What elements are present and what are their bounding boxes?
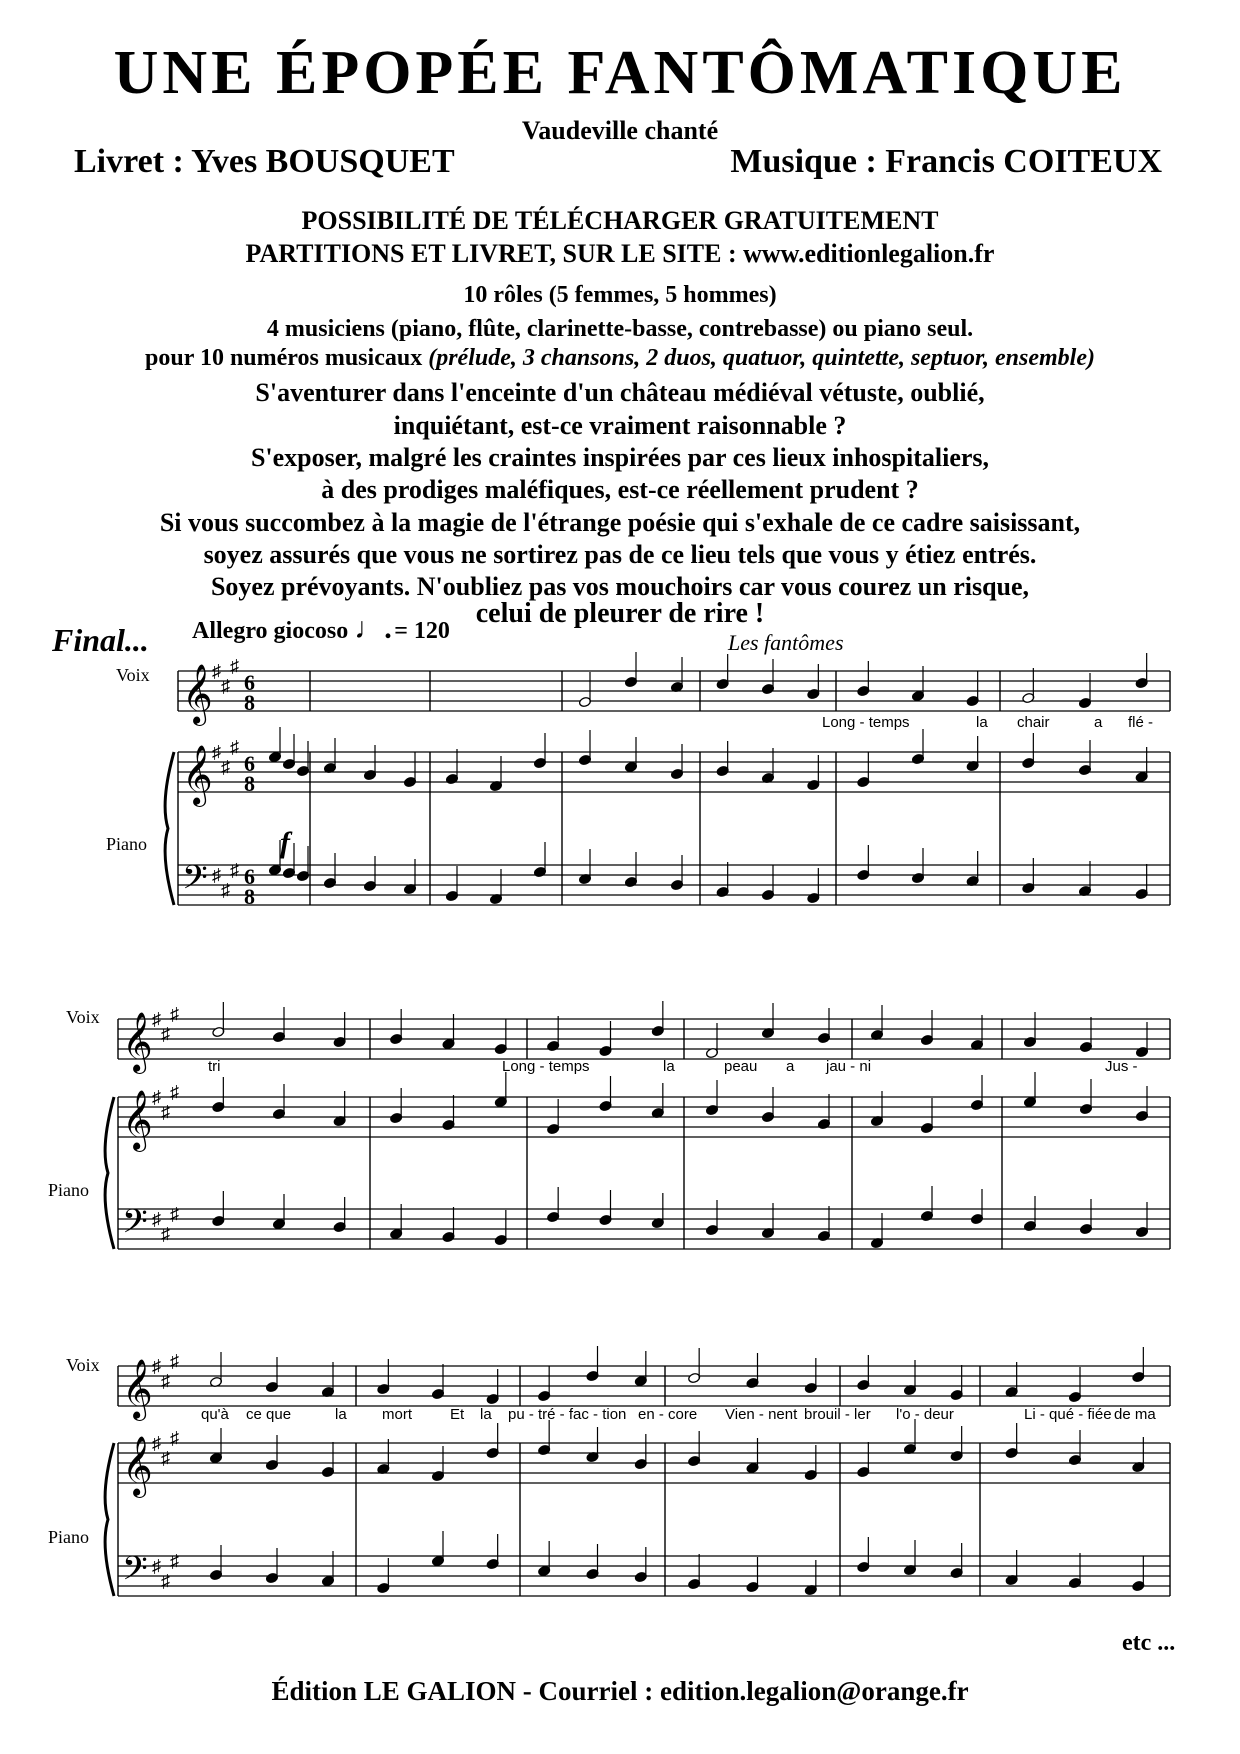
key-signature-sharp: ♯ — [152, 1087, 161, 1107]
system-2-piano-left-note — [212, 1215, 225, 1226]
time-signature-bottom: 8 — [244, 690, 255, 715]
system-1-voice-note — [857, 685, 870, 696]
lyric-s2-0: tri — [208, 1058, 221, 1075]
blurb-line-8: celui de pleurer de rire ! — [475, 598, 765, 629]
key-signature-sharp: ♯ — [230, 860, 239, 880]
system-1-piano-right-note — [282, 758, 295, 769]
lyric-s3-0: qu'à — [201, 1406, 229, 1423]
lyric-s3-4: Et — [450, 1406, 465, 1423]
system-3-piano-left-note — [1132, 1580, 1145, 1591]
key-signature-sharp: ♯ — [221, 757, 230, 777]
lyric-s2-1: Long - temps — [502, 1058, 590, 1075]
system-1-piano-right-note — [296, 765, 309, 776]
system-2-piano-right-note — [442, 1119, 455, 1130]
system-2-piano-left-note — [547, 1211, 560, 1222]
system-3-voice-note — [1005, 1386, 1018, 1397]
system-2-piano-right-note — [920, 1122, 933, 1133]
composer-credit: Musique : Francis COITEUX — [730, 143, 1162, 180]
system-3-piano-right-note — [634, 1458, 647, 1469]
key-signature-sharp: ♯ — [152, 1433, 161, 1453]
system-2-piano-right-note — [272, 1108, 285, 1119]
system-1-piano-left-note — [489, 893, 502, 904]
system-3-voice-note — [857, 1379, 870, 1390]
system-3-voice-note — [688, 1372, 701, 1383]
system-3-voice-note — [377, 1383, 390, 1394]
blurb-line-5: Si vous succombez à la magie de l'étrange poésie qui s'exhale de ce cadre saisissant, — [159, 508, 1081, 537]
key-signature-sharp: ♯ — [212, 742, 221, 762]
system-2-piano-right-note — [817, 1118, 830, 1129]
system-3-piano-right-note — [586, 1451, 599, 1462]
lyric-s1-0: Long - temps — [822, 714, 910, 731]
numbers-line — [0, 342, 1240, 374]
blurb-line-7: Soyez prévoyants. N'oubliez pas vos mouchoirs car vous courez un risque, — [210, 572, 1030, 601]
system-3-piano-left-note — [486, 1558, 499, 1569]
system-2-piano-right-note — [761, 1111, 774, 1122]
system-2-piano-left-note — [1135, 1226, 1148, 1237]
system-2-piano-left-note — [761, 1227, 774, 1238]
system-3-piano-right-note — [209, 1452, 222, 1463]
system-2-piano-right-note — [1135, 1110, 1148, 1121]
system-3-voice-note — [950, 1389, 963, 1400]
key-signature-sharp: ♯ — [170, 1551, 179, 1571]
system-3-voice-note — [538, 1390, 551, 1401]
tempo-marking — [192, 612, 450, 646]
system-1-piano-left-note — [403, 883, 416, 894]
system-1-piano-left-note — [624, 876, 637, 887]
system-2-piano-right-note — [494, 1096, 507, 1107]
system-2-voice-note — [333, 1036, 346, 1047]
system-2-piano-left-note — [705, 1224, 718, 1235]
system-1-voice-note — [578, 696, 591, 707]
lyric-s1-3: a — [1094, 714, 1103, 731]
system-2-piano-right-note — [212, 1101, 225, 1112]
system-2-voice-note — [761, 1027, 774, 1038]
system-3-voice-note — [265, 1381, 278, 1392]
dotted-quarter-note-icon: ♩. — [354, 612, 392, 645]
system-3-piano-left-note — [1005, 1574, 1018, 1585]
system-2-treble-clef-icon: 𝄞 — [122, 1014, 153, 1071]
lyric-s1-1: la — [976, 714, 988, 731]
system-3-treble-clef-icon: 𝄞 — [122, 1361, 153, 1418]
system-3-piano-right-note — [950, 1450, 963, 1461]
system-1-piano-right-note — [670, 768, 683, 779]
lyric-s3-6: pu - tré - fac - tion — [508, 1406, 627, 1423]
system-3-voice-note — [1068, 1391, 1081, 1402]
system-1-piano-left-note — [296, 870, 309, 881]
system-3-treble-clef-icon: 𝄞 — [122, 1438, 153, 1495]
system-2-piano-right-note — [970, 1099, 983, 1110]
system-1-piano-right-note — [807, 779, 820, 790]
system-3-voice-note — [804, 1382, 817, 1393]
key-signature-sharp: ♯ — [161, 1102, 170, 1122]
voice-label-3: Voix — [66, 1355, 100, 1375]
system-1-voice-note — [966, 695, 979, 706]
system-2-piano-right-note — [870, 1115, 883, 1126]
system-2-voice-note — [1023, 1036, 1036, 1047]
key-signature-sharp: ♯ — [161, 1448, 170, 1468]
system-1-piano-right-note — [624, 761, 637, 772]
system-1-piano-left-note — [1078, 885, 1091, 896]
system-1-piano-left-note — [716, 886, 729, 897]
system-1-voice-note — [716, 678, 729, 689]
system-3-piano-right-note — [746, 1462, 759, 1473]
system-1-piano-left-note — [857, 869, 870, 880]
system-1-piano-right-note — [1078, 764, 1091, 775]
system-2-piano-right-note — [390, 1112, 403, 1123]
system-2-piano-left-note — [442, 1231, 455, 1242]
key-signature-sharp: ♯ — [161, 1024, 170, 1044]
lyric-s1-4: flé - — [1128, 714, 1154, 731]
system-3-piano-left-note — [209, 1569, 222, 1580]
system-2-piano-brace — [105, 1097, 114, 1249]
system-2-piano-left-note — [970, 1213, 983, 1224]
system-1-piano-left-note — [670, 879, 683, 890]
lyric-s3-12: de ma — [1114, 1406, 1156, 1423]
system-2-bass-clef-icon: 𝄢 — [122, 1203, 148, 1248]
download-line-2: PARTITIONS ET LIVRET, SUR LE SITE : www.editionlegalion.fr — [245, 239, 995, 268]
system-2-piano-right-note — [1023, 1096, 1036, 1107]
lyric-s2-4: a — [786, 1058, 795, 1075]
system-1-piano-left-note — [282, 867, 295, 878]
system-2-piano-right-note — [547, 1123, 560, 1134]
system-3-voice-note — [431, 1388, 444, 1399]
system-2-piano-right-note — [333, 1115, 346, 1126]
system-3-voice-note — [486, 1393, 499, 1404]
publisher-footer: Édition LE GALION - Courriel : edition.legalion@orange.fr — [271, 1676, 969, 1706]
system-3-voice-note — [903, 1384, 916, 1395]
system-3-bass-clef-icon: 𝄢 — [122, 1550, 148, 1595]
lyric-s3-11: Li - qué - fiée — [1024, 1406, 1112, 1423]
system-3-piano-left-note — [857, 1561, 870, 1572]
system-2-voice-note — [272, 1031, 285, 1042]
system-3-voice-note — [209, 1376, 222, 1387]
blurb-line-3: S'exposer, malgré les craintes inspirées par ces lieux inhospitaliers, — [250, 443, 990, 472]
system-3-piano-left-note — [431, 1555, 444, 1566]
system-3-voice-note — [634, 1375, 647, 1386]
system-1-piano-right-note — [323, 762, 336, 773]
system-1-piano-right-note — [716, 765, 729, 776]
system-3-piano-left-note — [1068, 1577, 1081, 1588]
system-2-voice-note — [390, 1033, 403, 1044]
system-1-piano-left-note — [966, 875, 979, 886]
system-3-piano-right-note — [804, 1469, 817, 1480]
system-3-piano-right-note — [1068, 1454, 1081, 1465]
system-2-piano-left-note — [1079, 1223, 1092, 1234]
system-2-piano-right-note — [1079, 1103, 1092, 1114]
system-2-voice-note — [442, 1038, 455, 1049]
system-2-voice-note — [1079, 1041, 1092, 1052]
system-2-piano-left-note — [333, 1221, 346, 1232]
tempo-value: = 120 — [394, 618, 450, 644]
key-signature-sharp: ♯ — [230, 656, 239, 676]
key-signature-sharp: ♯ — [170, 1204, 179, 1224]
time-signature-top: 6 — [244, 670, 255, 695]
blurb-line-1: S'aventurer dans l'enceinte d'un château médiéval vétuste, oublié, — [255, 378, 985, 407]
system-2-voice-note — [817, 1032, 830, 1043]
roles-line: 10 rôles (5 femmes, 5 hommes) — [463, 282, 777, 308]
system-1-piano-left-note — [911, 872, 924, 883]
system-1-piano-left-note — [578, 873, 591, 884]
system-3-piano-left-note — [746, 1581, 759, 1592]
page-title: UNE ÉPOPÉE FANTÔMATIQUE — [113, 39, 1127, 107]
system-2-piano-left-note — [494, 1234, 507, 1245]
blurb-line-4: à des prodiges maléfiques, est-ce réellement prudent ? — [321, 475, 919, 504]
key-signature-sharp: ♯ — [152, 1556, 161, 1576]
system-1-piano-left-note — [268, 864, 281, 875]
system-1-piano-right-note — [445, 773, 458, 784]
system-2-piano-right-note — [599, 1100, 612, 1111]
system-1-piano-right-note — [489, 780, 502, 791]
system-2-piano-left-note — [817, 1230, 830, 1241]
system-1-piano-right-note — [761, 772, 774, 783]
system-3-piano-right-note — [688, 1455, 701, 1466]
time-signature-top: 6 — [244, 751, 255, 776]
system-2-piano-right-note — [705, 1104, 718, 1115]
system-1-voice-note — [1078, 697, 1091, 708]
lyric-s3-1: ce que — [246, 1406, 292, 1423]
key-signature-sharp: ♯ — [170, 1082, 179, 1102]
system-3-piano-left-note — [950, 1567, 963, 1578]
key-signature-sharp: ♯ — [152, 1356, 161, 1376]
system-2-voice-note — [212, 1026, 225, 1037]
system-3-voice-note — [1132, 1371, 1145, 1382]
system-2-piano-left-note — [651, 1217, 664, 1228]
system-2-voice-note — [705, 1047, 718, 1058]
system-3-piano-right-note — [377, 1463, 390, 1474]
system-1-treble-clef-icon: 𝄞 — [182, 666, 213, 723]
librettist-credit: Livret : Yves BOUSQUET — [74, 143, 455, 180]
system-2-voice-note — [494, 1043, 507, 1054]
lyric-s3-9: brouil - ler — [804, 1406, 871, 1423]
numbers-detail: (prélude, 3 chansons, 2 duos, quatuor, quintette, septuor, ensemble) — [428, 345, 1095, 371]
system-3-piano-left-note — [265, 1572, 278, 1583]
system-3-piano-left-note — [377, 1582, 390, 1593]
system-1-piano-left-note — [533, 866, 546, 877]
time-signature-bottom: 8 — [244, 771, 255, 796]
continuation-mark: etc ... — [1122, 1630, 1176, 1656]
system-3-piano-right-note — [265, 1459, 278, 1470]
blurb-line-2: inquiétant, est-ce vraiment raisonnable ? — [393, 411, 847, 440]
system-3-piano-left-note — [634, 1571, 647, 1582]
system-2-piano-right-note — [651, 1107, 664, 1118]
blurb-line-6: soyez assurés que vous ne sortirez pas de ce lieu tels que vous y étiez entrés. — [203, 540, 1037, 569]
numbers-prefix: pour 10 numéros musicaux — [145, 345, 423, 371]
system-3-voice-note — [321, 1386, 334, 1397]
system-3-piano-left-note — [688, 1578, 701, 1589]
system-2-voice-note — [599, 1045, 612, 1056]
system-3-piano-right-note — [538, 1444, 551, 1455]
system-2-voice-note — [920, 1034, 933, 1045]
system-1-piano-right-note — [363, 769, 376, 780]
system-1-piano-left-note — [445, 890, 458, 901]
system-3-piano-right-note — [486, 1447, 499, 1458]
lyric-s3-8: Vien - nent — [725, 1406, 798, 1423]
lyric-s2-5: jau - ni — [826, 1058, 872, 1075]
section-label: Final... — [52, 622, 149, 658]
key-signature-sharp: ♯ — [152, 1009, 161, 1029]
key-signature-sharp: ♯ — [161, 1571, 170, 1591]
system-2-piano-left-note — [1023, 1220, 1036, 1231]
piano-label-2: Piano — [48, 1180, 90, 1200]
subtitle: Vaudeville chanté — [521, 116, 719, 145]
system-3-voice-note — [586, 1370, 599, 1381]
system-1-voice-note — [1135, 677, 1148, 688]
system-1-voice-note — [911, 690, 924, 701]
system-1-piano-right-note — [268, 751, 281, 762]
system-3-piano-right-note — [321, 1466, 334, 1477]
system-1-voice-note — [807, 688, 820, 699]
system-1-piano-right-note — [533, 757, 546, 768]
voice-label-1: Voix — [116, 665, 150, 685]
system-3-piano-right-note — [903, 1443, 916, 1454]
system-1-piano-left-note — [1022, 882, 1035, 893]
system-2-piano-left-note — [599, 1214, 612, 1225]
lyric-s3-2: la — [335, 1406, 347, 1423]
system-1-piano-right-note — [578, 754, 591, 765]
system-1-bass-clef-icon: 𝄢 — [182, 859, 208, 904]
key-signature-sharp: ♯ — [170, 1428, 179, 1448]
download-line-1: POSSIBILITÉ DE TÉLÉCHARGER GRATUITEMENT — [301, 206, 939, 235]
key-signature-sharp: ♯ — [212, 865, 221, 885]
system-1-piano-left-note — [323, 877, 336, 888]
system-1-piano-left-note — [363, 880, 376, 891]
voice-label-2: Voix — [66, 1007, 100, 1027]
system-2-piano-left-note — [390, 1228, 403, 1239]
key-signature-sharp: ♯ — [161, 1224, 170, 1244]
lyric-s3-7: en - core — [638, 1406, 698, 1423]
lyric-s3-10: l'o - deur — [896, 1406, 954, 1423]
system-1-piano-right-note — [857, 776, 870, 787]
system-3-piano-left-note — [903, 1564, 916, 1575]
lyric-s1-2: chair — [1017, 714, 1050, 731]
system-1-piano-brace — [165, 752, 174, 905]
system-1-piano-left-note — [1135, 888, 1148, 899]
system-3-piano-right-note — [1005, 1447, 1018, 1458]
key-signature-sharp: ♯ — [221, 880, 230, 900]
system-1-piano-right-note — [1022, 757, 1035, 768]
system-1-piano-left-note — [761, 889, 774, 900]
system-1-piano-left-note — [807, 892, 820, 903]
lyric-s3-3: mort — [382, 1406, 412, 1423]
key-signature-sharp: ♯ — [170, 1351, 179, 1371]
system-1-piano-right-note — [403, 776, 416, 787]
system-1-treble-clef-icon: 𝄞 — [182, 747, 213, 804]
system-1-voice-note — [761, 683, 774, 694]
system-3-piano-left-note — [586, 1568, 599, 1579]
key-signature-sharp: ♯ — [152, 1209, 161, 1229]
musicians-line: 4 musiciens (piano, flûte, clarinette-basse, contrebasse) ou piano seul. — [266, 316, 974, 342]
system-1-voice-note — [624, 676, 637, 687]
key-signature-sharp: ♯ — [230, 737, 239, 757]
system-1-voice-note — [670, 681, 683, 692]
time-signature-top: 6 — [244, 864, 255, 889]
key-signature-sharp: ♯ — [170, 1004, 179, 1024]
system-3-piano-right-note — [431, 1470, 444, 1481]
system-2-piano-left-note — [272, 1218, 285, 1229]
lyric-s2-3: peau — [724, 1058, 758, 1075]
system-2-voice-note — [970, 1039, 983, 1050]
system-3-piano-right-note — [1132, 1461, 1145, 1472]
system-2-piano-left-note — [920, 1210, 933, 1221]
tempo-text: Allegro giocoso — [192, 618, 349, 644]
system-2-voice-note — [651, 1025, 664, 1036]
system-3-piano-right-note — [857, 1466, 870, 1477]
system-1-piano-right-note — [911, 753, 924, 764]
key-signature-sharp: ♯ — [161, 1371, 170, 1391]
system-3-piano-left-note — [804, 1584, 817, 1595]
system-1-piano-right-note — [1135, 771, 1148, 782]
system-2-voice-note — [870, 1029, 883, 1040]
time-signature-bottom: 8 — [244, 884, 255, 909]
dynamic-forte: f — [280, 826, 290, 859]
system-2-piano-left-note — [870, 1237, 883, 1248]
lyric-s2-2: la — [663, 1058, 675, 1075]
piano-label-1: Piano — [106, 834, 148, 854]
system-2-treble-clef-icon: 𝄞 — [122, 1092, 153, 1149]
lyric-s3-5: la — [480, 1406, 492, 1423]
system-1-voice-note — [1022, 692, 1035, 703]
system-2-voice-note — [1135, 1046, 1148, 1057]
lyric-s2-6: Jus - — [1105, 1058, 1138, 1075]
system-1-piano-right-note — [966, 760, 979, 771]
system-3-piano-left-note — [538, 1565, 551, 1576]
system-2-voice-note — [547, 1040, 560, 1051]
system-3-voice-note — [746, 1377, 759, 1388]
system-3-piano-brace — [105, 1443, 114, 1596]
system-3-piano-left-note — [321, 1575, 334, 1586]
key-signature-sharp: ♯ — [221, 676, 230, 696]
character-cue: Les fantômes — [728, 630, 844, 655]
key-signature-sharp: ♯ — [212, 661, 221, 681]
piano-label-3: Piano — [48, 1527, 90, 1547]
